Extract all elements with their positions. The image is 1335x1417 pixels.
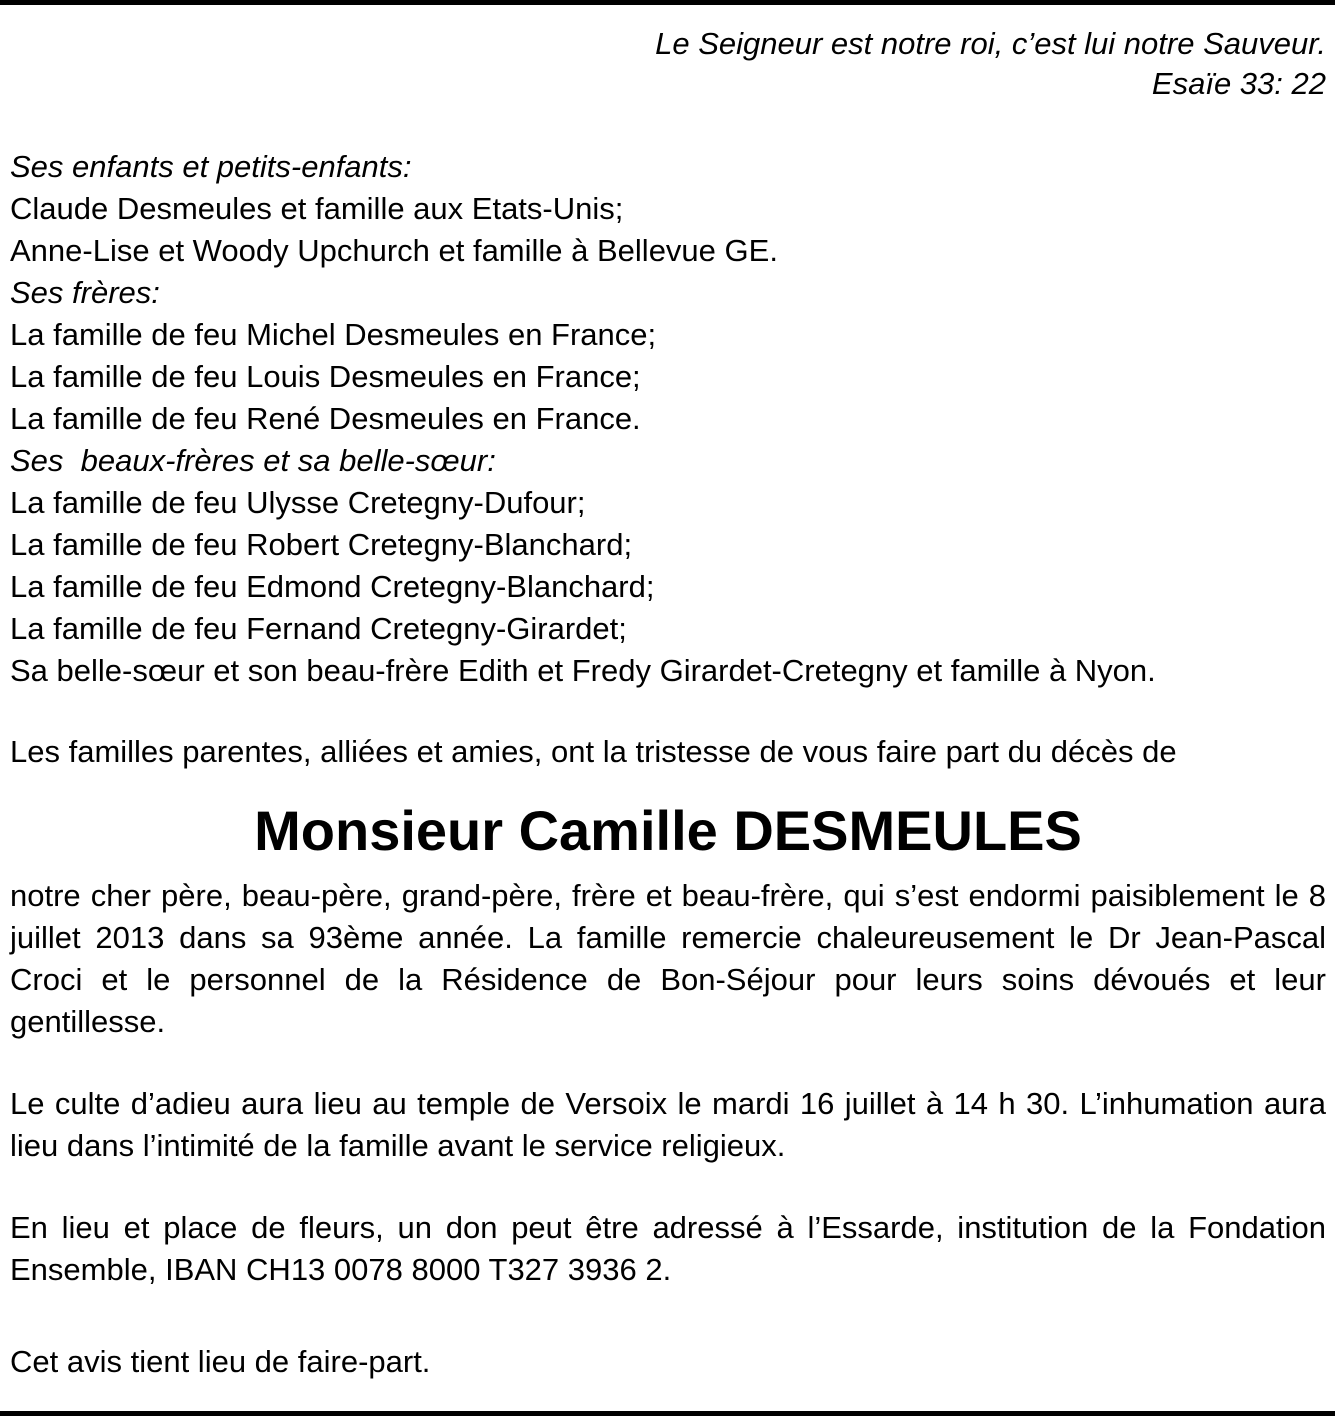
deceased-name: Monsieur Camille DESMEULES: [254, 799, 1082, 862]
obituary-notice: [10, 24, 1326, 1383]
family-line: La famille de feu Fernand Cretegny-Girardet;: [10, 611, 627, 646]
description-paragraph: notre cher père, beau-père, grand-père, frère et beau-frère, qui s’est endormi paisiblement le 8 juillet 2013 dans sa 93ème année. La famille remercie chaleureusement le Dr Jean-Pascal Croci et le personnel de la Résidence de Bon-Séjour pour leurs soins dévoués et leur gentillesse.: [10, 878, 1326, 1039]
epigraph-reference: Esaïe 33: 22: [1151, 66, 1326, 101]
family-line: Claude Desmeules et famille aux Etats-Unis;: [10, 191, 624, 226]
epigraph-quote: Le Seigneur est notre roi, c’est lui notre Sauveur.: [655, 26, 1326, 61]
family-list: [10, 146, 1326, 692]
family-line: La famille de feu Ulysse Cretegny-Dufour;: [10, 485, 586, 520]
bottom-rule: [0, 1411, 1335, 1416]
epigraph: [10, 24, 1326, 104]
family-line: Anne-Lise et Woody Upchurch et famille à Bellevue GE.: [10, 233, 778, 268]
family-line: La famille de feu Robert Cretegny-Blanchard;: [10, 527, 633, 562]
announcement-intro: Les familles parentes, alliées et amies, ont la tristesse de vous faire part du décès de: [10, 734, 1177, 769]
family-line: La famille de feu Michel Desmeules en France;: [10, 317, 657, 352]
family-line: Sa belle-sœur et son beau-frère Edith et Fredy Girardet-Cretegny et famille à Nyon.: [10, 653, 1156, 688]
closing-line: Cet avis tient lieu de faire-part.: [10, 1344, 431, 1379]
service-paragraph: Le culte d’adieu aura lieu au temple de Versoix le mardi 16 juillet à 14 h 30. L’inhumation aura lieu dans l’intimité de la famille avant le service religieux.: [10, 1086, 1326, 1163]
top-rule: [0, 0, 1335, 5]
donation-paragraph: En lieu et place de fleurs, un don peut être adressé à l’Essarde, institution de la Fondation Ensemble, IBAN CH13 0078 8000 T327 3936 2.: [10, 1210, 1326, 1287]
children-heading: Ses enfants et petits-enfants:: [10, 149, 412, 184]
family-line: La famille de feu Edmond Cretegny-Blanchard;: [10, 569, 655, 604]
family-line: La famille de feu René Desmeules en France.: [10, 401, 641, 436]
family-line: La famille de feu Louis Desmeules en France;: [10, 359, 641, 394]
brothers-heading: Ses frères:: [10, 275, 160, 310]
inlaws-heading: Ses beaux-frères et sa belle-sœur:: [10, 443, 496, 478]
